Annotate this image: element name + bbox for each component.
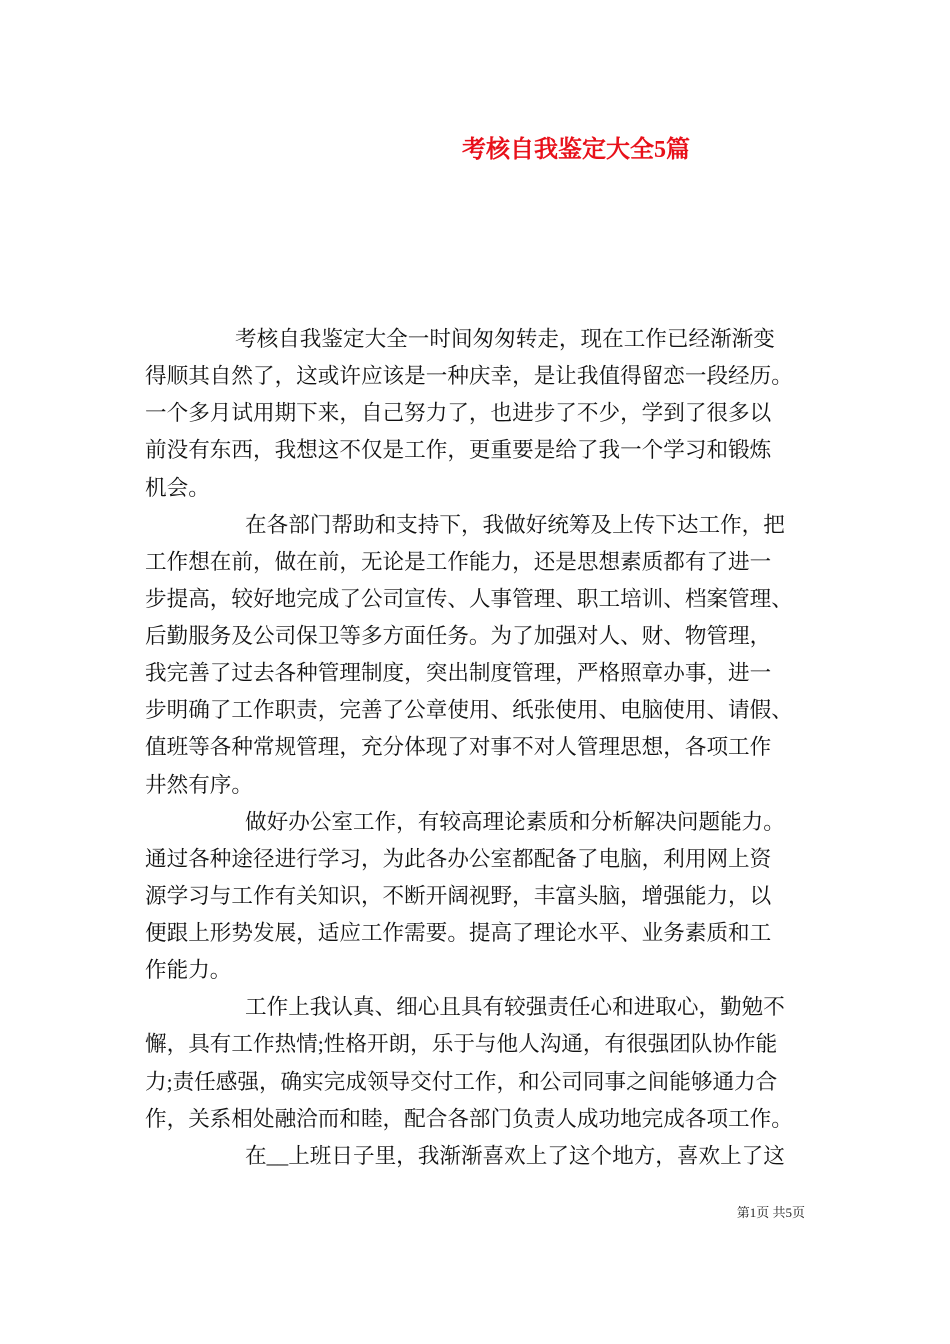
paragraph-line: 在__上班日子里，我渐渐喜欢上了这个地方，喜欢上了这 (245, 1143, 785, 1168)
paragraph-line: 力;责任感强，确实完成领导交付工作，和公司同事之间能够通力合 (145, 1069, 778, 1094)
paragraph-line: 一个多月试用期下来，自己努力了，也进步了不少，学到了很多以 (145, 401, 772, 426)
paragraph-line: 考核自我鉴定大全一时间匆匆转走，现在工作已经渐渐变 (235, 327, 775, 351)
paragraph-4 (145, 989, 809, 1138)
paragraph-line: 井然有序。 (145, 772, 253, 797)
paragraph-line: 作能力。 (145, 958, 232, 983)
paragraph-line: 做好办公室工作，有较高理论素质和分析解决问题能力。 (245, 809, 785, 834)
paragraph-line: 值班等各种常规管理，充分体现了对事不对人管理思想，各项工作 (145, 735, 772, 760)
paragraph-line: 源学习与工作有关知识，不断开阔视野，丰富头脑，增强能力，以 (145, 883, 772, 908)
paragraph-line: 步提高，较好地完成了公司宣传、人事管理、职工培训、档案管理、 (145, 586, 793, 611)
paragraph-line: 工作想在前，做在前，无论是工作能力，还是思想素质都有了进一 (145, 549, 772, 574)
paragraph-line: 前没有东西，我想这不仅是工作，更重要是给了我一个学习和锻炼 (145, 438, 772, 463)
paragraph-3 (145, 804, 809, 990)
paragraph-line: 工作上我认真、细心且具有较强责任心和进取心，勤勉不 (245, 995, 785, 1020)
paragraph-line: 机会。 (145, 475, 210, 500)
paragraph-line: 步明确了工作职责，完善了公章使用、纸张使用、电脑使用、请假、 (145, 698, 793, 723)
document-title: 考核自我鉴定大全5篇 (462, 137, 690, 163)
paragraph-line: 作，关系相处融洽而和睦，配合各部门负责人成功地完成各项工作。 (145, 1106, 793, 1131)
paragraph-line: 得顺其自然了，这或许应该是一种庆幸，是让我值得留恋一段经历。 (145, 364, 793, 389)
paragraph-line: 在各部门帮助和支持下，我做好统筹及上传下达工作，把 (245, 512, 785, 537)
paragraph-line: 我完善了过去各种管理制度，突出制度管理，严格照章办事，进一 (145, 661, 772, 686)
paragraph-line: 懈，具有工作热情;性格开朗，乐于与他人沟通，有很强团队协作能 (145, 1032, 778, 1057)
document-body (145, 321, 809, 1175)
paragraph-line: 便跟上形势发展，适应工作需要。提高了理论水平、业务素质和工 (145, 921, 772, 945)
paragraph-1 (145, 321, 809, 507)
page-number-footer: 第1页 共5页 (736, 1205, 805, 1220)
paragraph-line: 后勤服务及公司保卫等多方面任务。为了加强对人、财、物管理， (145, 624, 772, 648)
paragraph-2 (145, 507, 809, 804)
paragraph-5 (145, 1138, 809, 1175)
paragraph-line: 通过各种途径进行学习，为此各办公室都配备了电脑，利用网上资 (145, 846, 772, 871)
